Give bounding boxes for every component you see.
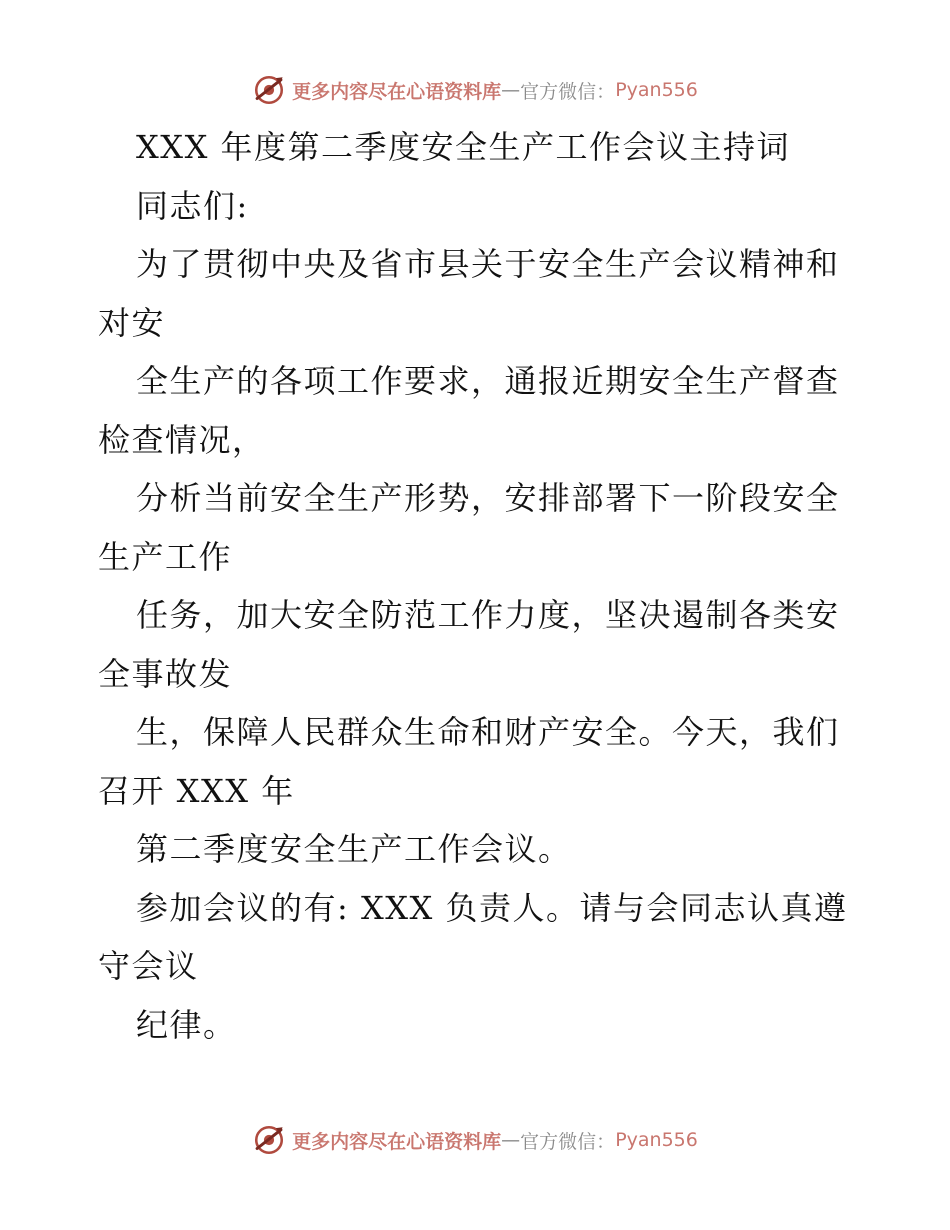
paragraph-line: 守会议 bbox=[98, 947, 199, 985]
watermark-wechat-label: 官方微信： bbox=[520, 80, 616, 103]
paragraph-line: 生，保障人民群众生命和财产安全。今天，我们 bbox=[136, 713, 840, 751]
paragraph-line: 对安 bbox=[98, 303, 166, 342]
paragraph-line: 任务，加大安全防范工作力度，坚决遏制各类安 bbox=[136, 596, 840, 634]
salutation: 同志们: bbox=[136, 186, 249, 225]
brand-logo-icon bbox=[252, 1123, 286, 1157]
paragraph-line: 全生产的各项工作要求，通报近期安全生产督查 bbox=[136, 362, 840, 400]
watermark-site-text: 更多内容尽在心语资料库 bbox=[292, 1130, 502, 1153]
document-body bbox=[98, 118, 854, 1054]
paragraph-line: 为了贯彻中央及省市县关于安全生产会议精神和 bbox=[136, 245, 840, 283]
document-title: XXX 年度第二季度安全生产工作会议主持词 bbox=[136, 128, 791, 166]
watermark-site-text: 更多内容尽在心语资料库 bbox=[292, 80, 502, 103]
paragraph-line: 分析当前安全生产形势，安排部署下一阶段安全 bbox=[136, 479, 840, 517]
watermark-wechat-label: 官方微信： bbox=[520, 1130, 616, 1153]
watermark-wechat-id: Pyan556 bbox=[615, 79, 698, 101]
watermark-separator: — bbox=[501, 79, 521, 101]
watermark-wechat-id: Pyan556 bbox=[615, 1129, 698, 1151]
paragraph-line: 生产工作 bbox=[98, 537, 233, 576]
header-watermark bbox=[0, 70, 950, 110]
paragraph-line: 召开 XXX 年 bbox=[98, 771, 295, 810]
paragraph-line: 全事故发 bbox=[98, 654, 233, 693]
paragraph-line: 第二季度安全生产工作会议。 bbox=[136, 830, 572, 868]
paragraph-line: 纪律。 bbox=[136, 1005, 237, 1044]
watermark-separator: — bbox=[501, 1129, 521, 1151]
footer-watermark bbox=[0, 1120, 950, 1160]
brand-logo-icon bbox=[252, 73, 286, 107]
paragraph-line: 检查情况， bbox=[98, 420, 266, 459]
paragraph-line: 参加会议的有: XXX 负责人。请与会同志认真遵 bbox=[136, 888, 848, 927]
